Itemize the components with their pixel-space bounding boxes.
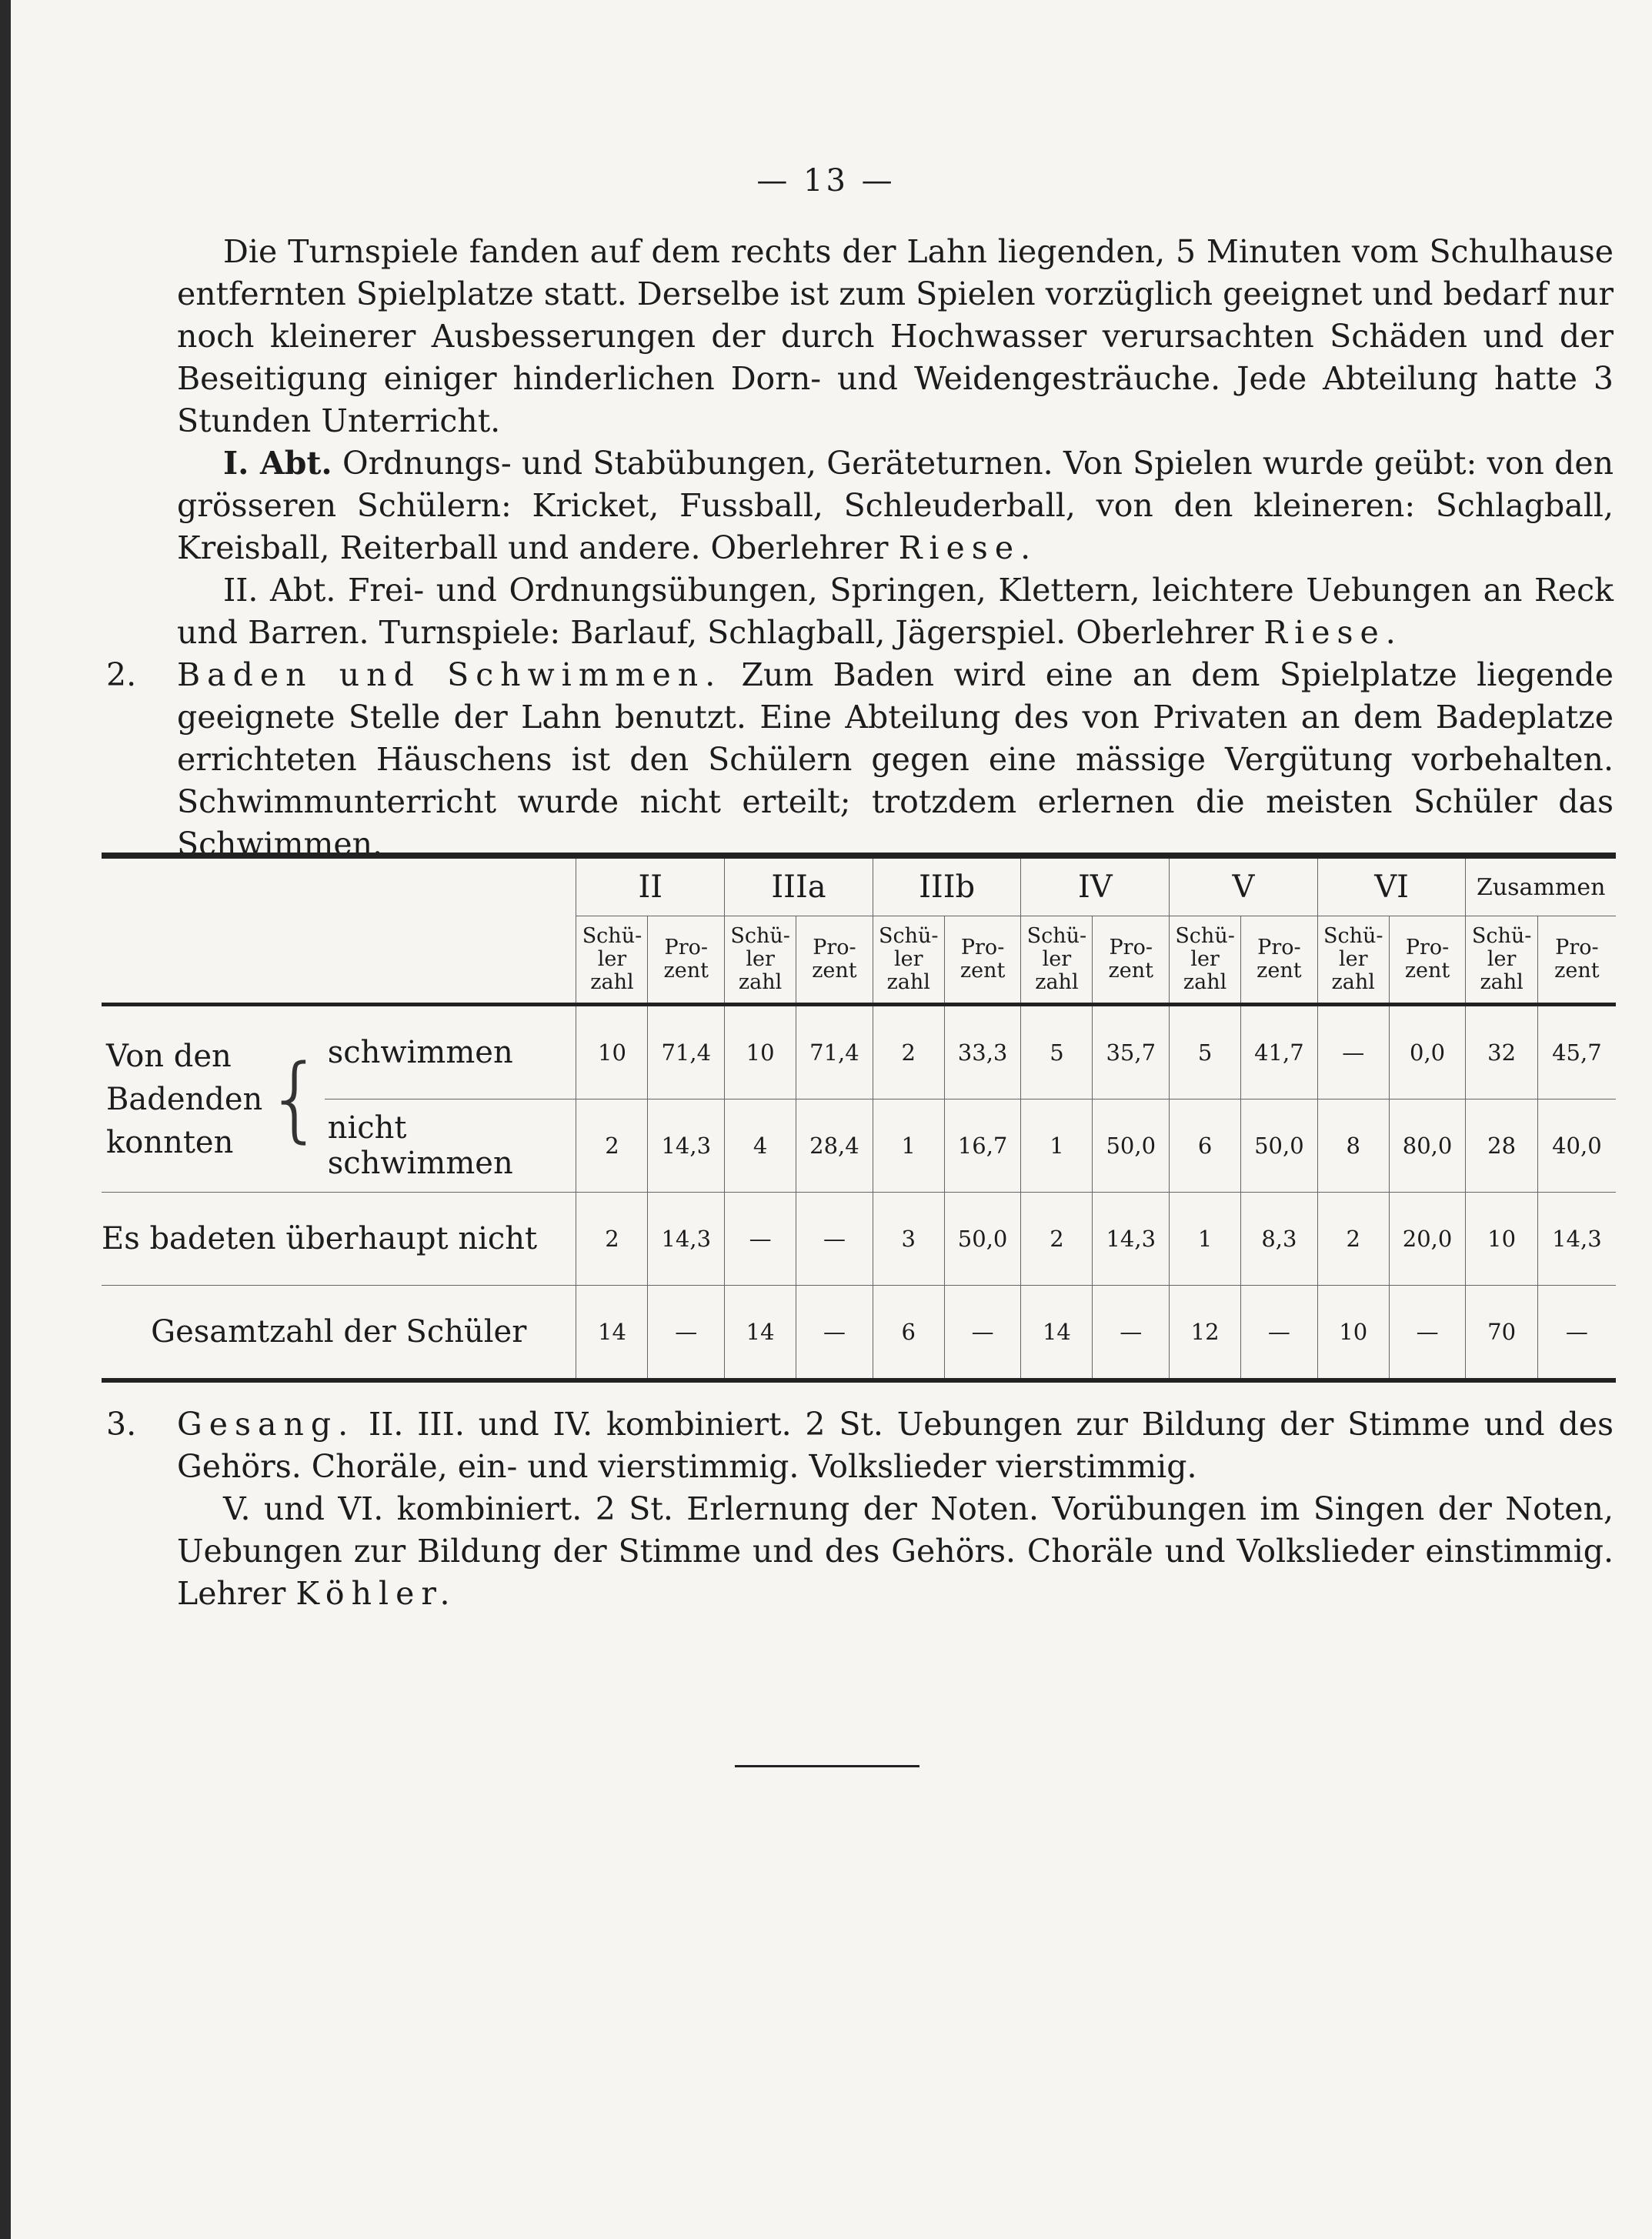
table-cell: 12 [1170, 1286, 1241, 1381]
gesang-text: II. III. und IV. kombiniert. 2 St. Uebungen zur Bildung der Stimme und des Gehörs. Choräle, ein- und vierstimmig. Volkslieder vierstimmig. [177, 1406, 1614, 1485]
table-cell: 8 [1317, 1099, 1389, 1193]
group-header: IIIa [725, 856, 873, 916]
row-label: schwimmen [325, 1005, 576, 1099]
table-cell: 14 [1021, 1286, 1093, 1381]
table-cell: — [725, 1193, 796, 1286]
row-label: Es badeten überhaupt nicht [102, 1193, 576, 1286]
table-cell: 33,3 [944, 1005, 1021, 1099]
table-row [102, 1099, 1616, 1193]
table-cell: 16,7 [944, 1099, 1021, 1193]
table-cell: 2 [576, 1193, 648, 1286]
table-row [102, 1286, 1616, 1381]
paragraph-turnspiele: Die Turnspiele fanden auf dem rechts der Lahn liegenden, 5 Minuten vom Schulhause entfernten Spielplatze statt. Derselbe ist zum Spielen vorzüglich geeignet und bedarf nur noch kleinerer Ausbesserungen der durch Hochwasser verursachten Schäden und der Beseitigung einiger hinderlichen Dorn- und Weidengesträuche. Jede Abteilung hatte 3 Stunden Unterricht. [177, 233, 1614, 439]
sub-header-count: Schü- ler zahl [1466, 916, 1537, 1005]
table-cell: 3 [873, 1193, 944, 1286]
abt-1-text: Ordnungs- und Stabübungen, Geräteturnen. Von Spielen wurde geübt: von den grösseren Schülern: Kricket, Fussball, Schleuderball, von den kleineren: Schlagball, Kreisball, Reiterball und andere. Oberlehrer [177, 445, 1614, 566]
table-cell: 2 [1021, 1193, 1093, 1286]
group-header: IV [1021, 856, 1170, 916]
row-group-label: Von den Badenden konnten [102, 1005, 265, 1193]
table-cell: — [1093, 1286, 1170, 1381]
table-cell: 4 [725, 1099, 796, 1193]
sub-header-pct: Pro- zent [1241, 916, 1318, 1005]
table-cell: 32 [1466, 1005, 1537, 1099]
table-cell: 20,0 [1389, 1193, 1466, 1286]
sub-header-count: Schü- ler zahl [1317, 916, 1389, 1005]
swimming-table [102, 853, 1616, 1383]
table-cell: 2 [576, 1099, 648, 1193]
table-cell: 1 [1170, 1193, 1241, 1286]
table-cell: 14,3 [648, 1193, 725, 1286]
table-cell: 71,4 [796, 1005, 873, 1099]
table-cell: 5 [1170, 1005, 1241, 1099]
table-cell: 50,0 [1093, 1099, 1170, 1193]
paragraph-gesang [106, 1403, 1614, 1488]
page-number: — 13 — [756, 163, 896, 199]
table-cell: 50,0 [944, 1193, 1021, 1286]
table-cell: 35,7 [1093, 1005, 1170, 1099]
section-heading: Baden und Schwimmen. [177, 656, 723, 693]
table-cell: 14,3 [648, 1099, 725, 1193]
paragraph-abt-1 [177, 442, 1614, 569]
table-cell: 14,3 [1093, 1193, 1170, 1286]
table-cell: 45,7 [1537, 1005, 1616, 1099]
table-cell: 28 [1466, 1099, 1537, 1193]
group-header: Zusammen [1466, 856, 1616, 916]
table-cell: 10 [1466, 1193, 1537, 1286]
table-corner [102, 856, 576, 1005]
table-cell: 70 [1466, 1286, 1537, 1381]
table-cell: — [944, 1286, 1021, 1381]
table-cell: 2 [873, 1005, 944, 1099]
table-cell: 2 [1317, 1193, 1389, 1286]
teacher-name: Köhler. [295, 1575, 457, 1612]
body-text-top [106, 231, 1614, 866]
table-cell: 14,3 [1537, 1193, 1616, 1286]
row-label: Gesamtzahl der Schüler [102, 1286, 576, 1381]
table-row [102, 1005, 1616, 1099]
sub-header-count: Schü- ler zahl [1170, 916, 1241, 1005]
table-cell: 40,0 [1537, 1099, 1616, 1193]
table-cell: — [1537, 1286, 1616, 1381]
paragraph-baden [106, 654, 1614, 866]
sub-header-count: Schü- ler zahl [1021, 916, 1093, 1005]
table-cell: 14 [725, 1286, 796, 1381]
table-cell: 41,7 [1241, 1005, 1318, 1099]
table-group-header [102, 856, 1616, 916]
body-text-bottom [106, 1403, 1614, 1615]
separator-line [735, 1765, 919, 1767]
table-cell: 8,3 [1241, 1193, 1318, 1286]
group-header: II [576, 856, 725, 916]
table-cell: 6 [873, 1286, 944, 1381]
table-cell: 1 [873, 1099, 944, 1193]
sub-header-pct: Pro- zent [1537, 916, 1616, 1005]
table-cell: — [1241, 1286, 1318, 1381]
sub-header-pct: Pro- zent [796, 916, 873, 1005]
table-cell: 14 [576, 1286, 648, 1381]
table-cell: 10 [1317, 1286, 1389, 1381]
table-row [102, 1193, 1616, 1286]
teacher-name: Riese. [898, 529, 1038, 566]
section-number: 2. [106, 656, 137, 693]
table-cell: — [796, 1286, 873, 1381]
abt-2-lead: II. Abt. [223, 572, 336, 609]
table-cell: 0,0 [1389, 1005, 1466, 1099]
group-header: IIIb [873, 856, 1021, 916]
table-cell: 5 [1021, 1005, 1093, 1099]
row-label: nicht schwimmen [325, 1099, 576, 1193]
teacher-name: Riese. [1263, 614, 1403, 651]
baden-text: Zum Baden wird eine an dem Spielplatze liegende geeignete Stelle der Lahn benutzt. Eine Abteilung des von Privaten an dem Badeplatze errichteten Häuschens ist den Schülern gegen eine mässige Vergütung vorbehalten. Schwimmunterricht wurde nicht erteilt; trotzdem erlernen die meisten Schüler das Schwimmen. [177, 656, 1614, 863]
sub-header-count: Schü- ler zahl [725, 916, 796, 1005]
sub-header-count: Schü- ler zahl [576, 916, 648, 1005]
sub-header-pct: Pro- zent [944, 916, 1021, 1005]
table-cell: 80,0 [1389, 1099, 1466, 1193]
section-heading: Gesang. [177, 1406, 355, 1443]
sub-header-count: Schü- ler zahl [873, 916, 944, 1005]
table-cell: 10 [725, 1005, 796, 1099]
paragraph-abt-2 [177, 569, 1614, 654]
table-cell: 71,4 [648, 1005, 725, 1099]
abt-1-lead: I. Abt. [223, 445, 332, 482]
abt-2-text: Frei- und Ordnungsübungen, Springen, Klettern, leichtere Uebungen an Reck und Barren. Turnspiele: Barlauf, Schlagball, Jägerspiel. Oberlehrer [177, 572, 1614, 651]
table-cell: — [1389, 1286, 1466, 1381]
paragraph-gesang-2 [177, 1488, 1614, 1615]
sub-header-pct: Pro- zent [1389, 916, 1466, 1005]
brace-icon: { [265, 1005, 324, 1193]
sub-header-pct: Pro- zent [648, 916, 725, 1005]
section-number: 3. [106, 1406, 137, 1443]
table-cell: — [648, 1286, 725, 1381]
table-cell: 1 [1021, 1099, 1093, 1193]
table-cell: — [796, 1193, 873, 1286]
group-header: VI [1317, 856, 1466, 916]
table-cell: 28,4 [796, 1099, 873, 1193]
table-cell: — [1317, 1005, 1389, 1099]
gesang-2-text: V. und VI. kombiniert. 2 St. Erlernung der Noten. Vorübungen im Singen der Noten, Uebungen zur Bildung der Stimme und des Gehörs. Choräle und Volkslieder einstimmig. Lehrer [177, 1490, 1614, 1612]
table-cell: 6 [1170, 1099, 1241, 1193]
scan-edge [0, 0, 11, 2239]
table-cell: 50,0 [1241, 1099, 1318, 1193]
sub-header-pct: Pro- zent [1093, 916, 1170, 1005]
group-header: V [1170, 856, 1318, 916]
table-cell: 10 [576, 1005, 648, 1099]
